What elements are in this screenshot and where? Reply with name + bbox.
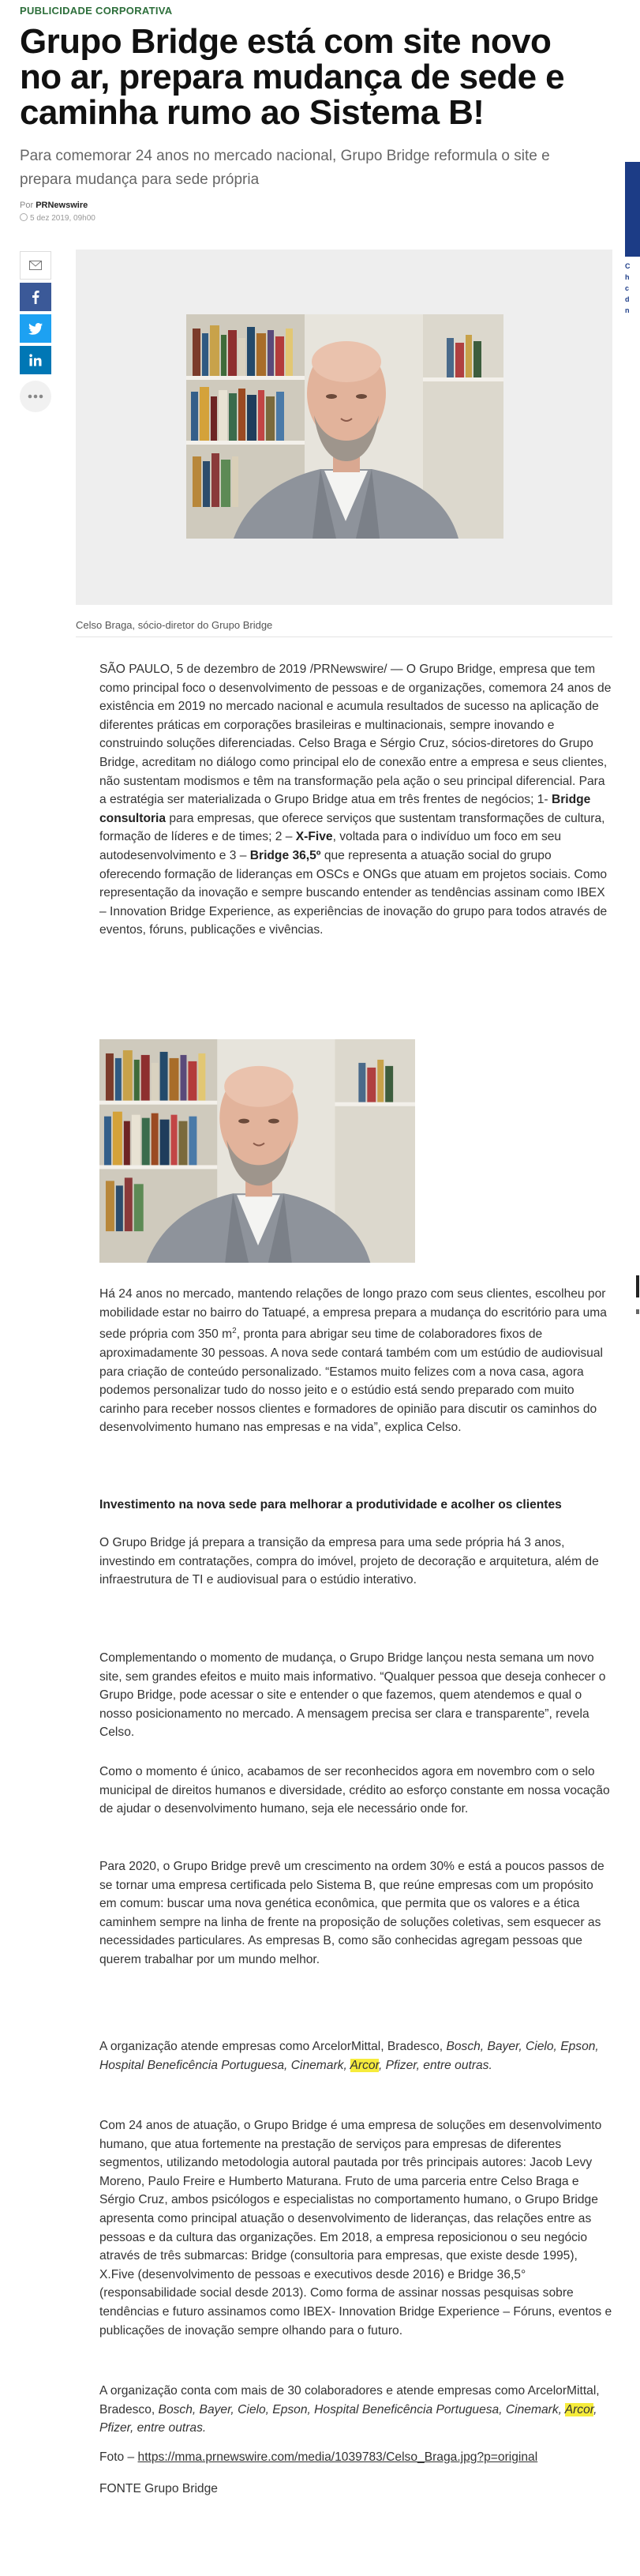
sidebar-divider-fragment [636, 1275, 639, 1297]
more-icon[interactable] [20, 381, 51, 412]
paragraph-1: SÃO PAULO, 5 de dezembro de 2019 /PRNewswire/ — O Grupo Bridge, empresa que tem como principal foco o desenvolvimento de pessoas e de organizações, comemora 24 anos de existência em 2019 no mercado nacional e acumula resultados de sucesso na aplicação de diferentes práticas em corporações brasileiras e multinacionais, sempre inovando e construindo soluções diferenciadas. Celso Braga e Sérgio Cruz, sócios-diretores do Grupo Bridge, acreditam no diálogo como principal elo de conexão entre a empresa e seus clientes, não sustentam modismos e têm na transformação pela ação o seu principal diferencial. Para a estratégia ser materializada o Grupo Bridge atua em três frentes de negócios; 1- Bridge consultoria para empresas, que oferece serviços que sustentam transformações de cultura, formação de líderes e de times; 2 – X-Five, voltada para o indivíduo um foco em seu autodesenvolvimento e 3 – Bridge 36,5º que representa a atuação social do grupo oferecendo formação de lideranças em OSCs e ONGs que atuam em projetos sociais. Como representação da inovação e sempre buscando entender as tendências assinam como IBEX – Innovation Bridge Experience, as experiências de inovação do grupo para todos através de eventos, fóruns, publicações e vivências. [99, 663, 612, 937]
mail-icon[interactable] [20, 251, 51, 280]
highlight-arcor: Arcor [350, 2058, 379, 2072]
paragraph-3: O Grupo Bridge já prepara a transição da empresa para uma sede própria há 3 anos, investindo em contratações, compra do imóvel, projeto de decoração e arquitetura, além de infraestrutura de TI e audiovisual para o estúdio interativo. [99, 1536, 599, 1587]
share-bar [20, 251, 51, 415]
article-headline: Grupo Bridge está com site novo no ar, prepara mudança de sede e caminha rumo ao Sistema B! [20, 22, 564, 132]
clock-icon [20, 213, 28, 221]
byline-author[interactable]: PRNewswire [36, 201, 88, 210]
paragraph-6: Para 2020, o Grupo Bridge prevê um crescimento na ordem 30% e está a poucos passos de se tornar uma empresa certificada pelo Sistema B, que reúne empresas com um propósito em comum: buscar uma nova genética econômica, que permita que os valores e a ética caminhem sempre na linha de frente na proposição de soluções coletivas, sem esquecer as necessidades particulares. As empresas B, como são conhecidas agregam pessoas que querem trabalhar por um mundo melhor. [99, 1860, 604, 1966]
section-heading: Investimento na nova sede para melhorar a produtividade e acolher os clientes [99, 1498, 562, 1511]
divider [76, 636, 612, 637]
linkedin-icon[interactable] [20, 346, 51, 374]
paragraph-5: Como o momento é único, acabamos de ser reconhecidos agora em novembro com o selo municipal de direitos humanos e diversidade, crédito ao esforço constante em nossa vocação de ajudar o desenvolvimento humano, seja ele necessário onde for. [99, 1765, 610, 1816]
inline-photo[interactable] [99, 1039, 415, 1263]
facebook-icon[interactable] [20, 283, 51, 311]
publish-date-text: 5 dez 2019, 09h00 [30, 214, 95, 223]
photo-caption: Celso Braga, sócio-diretor do Grupo Bridge [76, 619, 273, 631]
paragraph-9: A organização conta com mais de 30 colaboradores e atende empresas como ArcelorMittal, Bradesco, Bosch, Bayer, Cielo, Epson, Hospital Beneficência Portuguesa, Cinemark, Arcor, Pfizer, entre outras. [99, 2384, 600, 2435]
sidebar-ad-fragment [625, 162, 640, 257]
sidebar-divider-fragment-2 [636, 1309, 639, 1314]
sidebar-text-fragment: C h c d n [625, 262, 631, 314]
lead-photo[interactable] [186, 314, 503, 539]
paragraph-4: Complementando o momento de mudança, o Grupo Bridge lançou nesta semana um novo site, sem grandes efeitos e muito mais informativo. “Qualquer pessoa que deseja conhecer o Grupo Bridge, pode acessar o site e entender o que fazemos, quem atendemos e qual o nosso posicionamento no mercado. A mensagem precisa ser clara e transparente”, revela Celso. [99, 1651, 606, 1740]
highlight-arcor-2: Arcor [564, 2402, 594, 2416]
byline-prefix: Por [20, 201, 34, 210]
source-line: FONTE Grupo Bridge [99, 2482, 218, 2495]
byline [20, 201, 88, 210]
paragraph-7: A organização atende empresas como ArcelorMittal, Bradesco, Bosch, Bayer, Cielo, Epson, Hospital Beneficência Portuguesa, Cinemark, Arcor, Pfizer, entre outras. [99, 2040, 599, 2072]
paragraph-2: Há 24 anos no mercado, mantendo relações de longo prazo com seus clientes, escolheu por mobilidade estar no bairro do Tatuapé, a empresa prepara a mudança do escritório para uma sede própria com 350 $m^2$, pronta para abrigar seu time de colaboradores fixos de aproximadamente 30 pessoas. A nova sede contará também com um estúdio de audiovisual para criação de conteúdo personalizado. “Estamos muito felizes com a nova casa, agora podemos personalizar tudo do nosso jeito e o estúdio está sendo preparado com muito carinho para receber nossos clientes e formadores de opinião para discutir os caminhos do desenvolvimento humano nas empresas e na vida”, explica Celso. [99, 1287, 607, 1435]
section-kicker: PUBLICIDADE CORPORATIVA [20, 5, 173, 17]
paragraph-8: Com 24 anos de atuação, o Grupo Bridge é uma empresa de soluções em desenvolvimento humano, que atua fortemente na prestação de serviços para empresas de diferentes segmentos, utilizando metodologia autoral pautada por três principais autores: Jacob Levy Moreno, Paulo Freire e Humberto Maturana. Fruto de uma parceria entre Celso Braga e Sérgio Cruz, ambos psicólogos e especialistas no comportamento humano, o Grupo Bridge apresenta como principal atuação o desenvolvimento de lideranças, das relações entre as pessoas e da cultura das organizações. Em 2018, a empresa reposicionou o seu negócio através de três submarcas: Bridge (consultoria para empresas, que existe desde 1995), X.Five (desenvolvimento de pessoas e executivos desde 2016) e Bridge 36,5° (responsabilidade social desde 2013). Como forma de assinar nossas pesquisas sobre tendências e futuro assinamos como IBEX- Innovation Bridge Experience – Fóruns, eventos e publicações de inovação sempre olhando para o futuro. [99, 2119, 612, 2338]
twitter-icon[interactable] [20, 314, 51, 343]
lead-photo-frame [76, 250, 612, 605]
article-subtitle: Para comemorar 24 anos no mercado nacional, Grupo Bridge reformula o site e prepara mudança para sede própria [20, 148, 550, 188]
publish-date [20, 213, 95, 223]
photo-credit: Foto – https://mma.prnewswire.com/media/1039783/Celso_Braga.jpg?p=original [99, 2450, 538, 2464]
photo-link[interactable]: https://mma.prnewswire.com/media/1039783/Celso_Braga.jpg?p=original [137, 2450, 538, 2464]
